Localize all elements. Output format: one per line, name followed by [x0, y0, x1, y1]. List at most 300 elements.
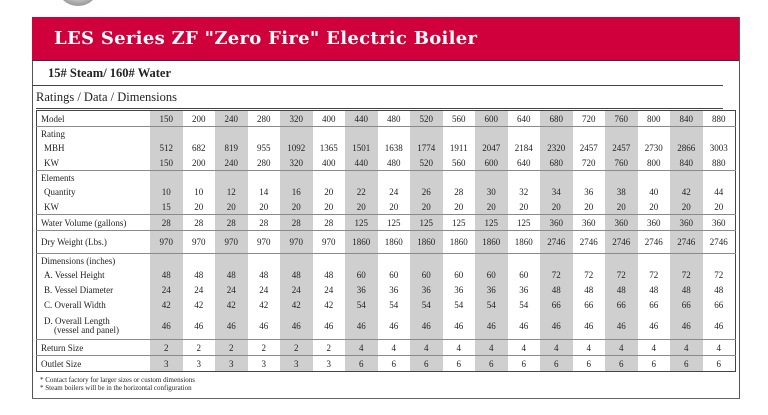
table-cell: 66 — [670, 297, 703, 312]
row-rating-mbh — [37, 140, 736, 155]
table-cell: 66 — [649, 299, 659, 310]
table-cell — [605, 127, 638, 141]
table-cell — [313, 254, 346, 268]
table-cell — [508, 127, 541, 141]
table-cell: 280 — [257, 157, 271, 168]
table-cell: 54 — [389, 299, 399, 310]
table-cell: 4 — [638, 340, 671, 356]
table-cell: 46 — [194, 320, 204, 331]
row-label: B. Vessel Diameter — [44, 284, 114, 295]
table-cell: 2047 — [475, 140, 508, 155]
row-rating-kw — [37, 155, 736, 171]
table-cell: 28 — [215, 215, 248, 231]
row-dry-weight — [37, 231, 736, 254]
title-banner — [32, 17, 739, 61]
table-cell: 48 — [324, 269, 334, 280]
table-cell — [670, 171, 703, 185]
table-cell: 20 — [475, 199, 508, 215]
table-cell: 6 — [475, 356, 508, 372]
table-cell: 32 — [519, 186, 529, 197]
table-cell — [248, 171, 281, 185]
table-cell: 46 — [345, 312, 378, 340]
row-label: Rating — [37, 127, 151, 141]
table-cell: 600 — [475, 111, 508, 127]
table-cell: 36 — [410, 282, 443, 297]
table-cell: 30 — [475, 184, 508, 199]
table-cell: 24 — [280, 282, 313, 297]
table-cell: 10 — [150, 184, 183, 199]
table-cell: 46 — [389, 320, 399, 331]
table-cell: 36 — [475, 282, 508, 297]
table-cell: 22 — [345, 184, 378, 199]
row-overall-length — [37, 312, 736, 340]
table-cell: 6 — [703, 356, 736, 372]
row-label — [37, 312, 151, 340]
table-cell: 760 — [605, 155, 638, 171]
table-cell: 42 — [150, 297, 183, 312]
table-cell: 20 — [259, 201, 269, 212]
table-cell: 440 — [345, 111, 378, 127]
table-cell — [378, 127, 411, 141]
footnote: * Contact factory for larger sizes or custom dimensions — [40, 376, 195, 384]
table-cell: 6 — [378, 356, 411, 372]
table-cell: 72 — [649, 269, 659, 280]
table-cell: 6 — [573, 356, 606, 372]
table-cell: 682 — [192, 142, 206, 153]
table-cell: 24 — [324, 284, 334, 295]
table-cell: 20 — [540, 199, 573, 215]
table-cell — [443, 254, 476, 268]
table-cell — [670, 127, 703, 141]
row-vessel-height — [37, 267, 736, 282]
table-cell — [280, 127, 313, 141]
table-cell: 512 — [150, 140, 183, 155]
table-cell: 3 — [183, 356, 216, 372]
table-cell: 20 — [410, 199, 443, 215]
row-label: Elements — [37, 171, 151, 185]
table-cell: 24 — [389, 186, 399, 197]
footnotes — [40, 376, 195, 392]
table-cell: 640 — [517, 113, 531, 124]
section-title: Ratings / Data / Dimensions — [36, 90, 177, 104]
table-cell: 46 — [280, 312, 313, 340]
table-cell: 66 — [540, 297, 573, 312]
table-cell: 48 — [150, 267, 183, 282]
table-cell: 360 — [670, 215, 703, 231]
table-cell — [540, 171, 573, 185]
table-cell — [475, 171, 508, 185]
table-cell: 2866 — [670, 140, 703, 155]
table-cell: 280 — [257, 113, 271, 124]
row-label: Water Volume (gallons) — [37, 215, 151, 231]
table-cell — [345, 254, 378, 268]
table-cell: 16 — [280, 184, 313, 199]
table-cell: 2746 — [638, 231, 671, 254]
table-cell: 880 — [712, 113, 726, 124]
table-cell: 60 — [345, 267, 378, 282]
table-cell: 46 — [259, 320, 269, 331]
table-cell: 66 — [605, 297, 638, 312]
table-cell: 72 — [584, 269, 594, 280]
table-cell: 48 — [670, 282, 703, 297]
table-cell — [215, 171, 248, 185]
row-outlet-size — [37, 356, 736, 372]
table-cell: 360 — [638, 215, 671, 231]
table-cell: 6 — [508, 356, 541, 372]
table-cell — [670, 254, 703, 268]
table-cell: 2457 — [605, 140, 638, 155]
table-cell: 3 — [150, 356, 183, 372]
table-cell: 200 — [192, 113, 206, 124]
table-cell: 150 — [150, 111, 183, 127]
table-cell: 4 — [703, 340, 736, 356]
table-cell: 970 — [280, 231, 313, 254]
table-cell: 2184 — [514, 142, 533, 153]
row-label: Dry Weight (Lbs.) — [37, 231, 151, 254]
row-elements-quantity — [37, 184, 736, 199]
table-cell — [605, 171, 638, 185]
row-label: Return Size — [37, 340, 151, 356]
table-cell: 34 — [540, 184, 573, 199]
table-cell — [638, 171, 671, 185]
bottom-rule — [32, 398, 739, 399]
table-cell: 46 — [410, 312, 443, 340]
table-cell: 48 — [540, 282, 573, 297]
table-cell: 60 — [475, 267, 508, 282]
table-cell: 1860 — [410, 231, 443, 254]
table-cell: 24 — [215, 282, 248, 297]
decorative-circle — [58, 0, 98, 6]
table-cell: 46 — [605, 312, 638, 340]
table-cell: 24 — [259, 284, 269, 295]
table-cell: 2746 — [703, 231, 736, 254]
table-cell: 42 — [215, 297, 248, 312]
table-cell: 42 — [670, 184, 703, 199]
table-cell: 4 — [508, 340, 541, 356]
table-cell: 54 — [454, 299, 464, 310]
table-cell: 54 — [475, 297, 508, 312]
table-cell: 600 — [475, 155, 508, 171]
table-cell: 240 — [215, 155, 248, 171]
table-cell: 6 — [670, 356, 703, 372]
table-cell: 20 — [454, 201, 464, 212]
table-cell — [150, 171, 183, 185]
table-cell: 38 — [605, 184, 638, 199]
table-cell: 819 — [215, 140, 248, 155]
table-cell: 360 — [703, 215, 736, 231]
table-cell: 520 — [410, 111, 443, 127]
table-cell: 24 — [194, 284, 204, 295]
table-cell — [410, 254, 443, 268]
specs-table — [36, 110, 736, 372]
table-cell: 28 — [454, 186, 464, 197]
table-cell: 2320 — [540, 140, 573, 155]
table-cell: 46 — [714, 320, 724, 331]
table-cell — [475, 127, 508, 141]
table-cell: 2746 — [573, 231, 606, 254]
table-cell: 48 — [194, 269, 204, 280]
table-cell: 4 — [443, 340, 476, 356]
table-cell: 40 — [649, 186, 659, 197]
table-cell — [410, 127, 443, 141]
table-cell: 640 — [517, 157, 531, 168]
table-cell — [183, 171, 216, 185]
table-cell: 2 — [313, 340, 346, 356]
footnote: * Steam boilers will be in the horizontal configuration — [40, 384, 192, 392]
table-cell: 4 — [573, 340, 606, 356]
table-cell: 760 — [605, 111, 638, 127]
table-cell — [345, 171, 378, 185]
table-cell: 20 — [194, 201, 204, 212]
table-cell: 42 — [194, 299, 204, 310]
table-cell: 20 — [649, 201, 659, 212]
table-cell: 4 — [605, 340, 638, 356]
table-cell: 46 — [649, 320, 659, 331]
table-cell: 72 — [714, 269, 724, 280]
table-cell — [638, 254, 671, 268]
table-cell — [573, 254, 606, 268]
table-cell: 1860 — [475, 231, 508, 254]
table-cell — [703, 254, 736, 268]
row-label: Quantity — [44, 186, 76, 197]
table-cell: 48 — [605, 282, 638, 297]
table-cell: 4 — [378, 340, 411, 356]
table-cell: 4 — [475, 340, 508, 356]
row-label: MBH — [44, 142, 65, 153]
table-cell: 680 — [540, 155, 573, 171]
table-cell: 54 — [345, 297, 378, 312]
table-cell: 46 — [150, 312, 183, 340]
table-cell: 28 — [280, 215, 313, 231]
table-cell: 36 — [519, 284, 529, 295]
table-cell: 72 — [670, 267, 703, 282]
table-cell: 46 — [670, 312, 703, 340]
row-water-volume — [37, 215, 736, 231]
divider — [32, 85, 723, 86]
table-cell: 48 — [215, 267, 248, 282]
table-cell — [378, 171, 411, 185]
table-cell: 400 — [322, 157, 336, 168]
table-cell: 480 — [387, 157, 401, 168]
table-cell: 1860 — [508, 231, 541, 254]
table-cell — [150, 254, 183, 268]
divider — [36, 108, 723, 109]
table-cell: 20 — [584, 201, 594, 212]
table-cell: 2746 — [540, 231, 573, 254]
table-cell: 125 — [345, 215, 378, 231]
table-cell: 955 — [257, 142, 271, 153]
table-cell: 1365 — [319, 142, 338, 153]
table-cell: 1911 — [449, 142, 468, 153]
table-cell: 48 — [584, 284, 594, 295]
table-cell: 680 — [540, 111, 573, 127]
table-cell: 840 — [670, 111, 703, 127]
table-cell: 15 — [150, 199, 183, 215]
table-cell: 72 — [605, 267, 638, 282]
table-cell: 46 — [540, 312, 573, 340]
table-cell: 360 — [540, 215, 573, 231]
table-cell — [345, 127, 378, 141]
table-cell: 24 — [150, 282, 183, 297]
row-elements-header — [37, 171, 736, 185]
table-cell: 72 — [540, 267, 573, 282]
table-cell — [605, 254, 638, 268]
table-cell — [280, 171, 313, 185]
table-cell: 1860 — [378, 231, 411, 254]
table-cell: 560 — [452, 157, 466, 168]
table-cell: 520 — [410, 155, 443, 171]
table-cell: 46 — [215, 312, 248, 340]
table-cell — [508, 171, 541, 185]
table-cell: 48 — [280, 267, 313, 282]
row-label: Outlet Size — [37, 356, 151, 372]
table-cell — [215, 127, 248, 141]
table-cell: 60 — [389, 269, 399, 280]
table-cell — [638, 127, 671, 141]
table-cell — [540, 127, 573, 141]
table-cell: 4 — [345, 340, 378, 356]
table-cell: 60 — [410, 267, 443, 282]
table-cell: 2 — [280, 340, 313, 356]
table-cell — [443, 127, 476, 141]
row-model — [37, 111, 736, 127]
table-cell: 2 — [150, 340, 183, 356]
table-cell: 800 — [647, 157, 661, 168]
table-cell: 720 — [582, 157, 596, 168]
table-cell: 46 — [324, 320, 334, 331]
table-cell: 6 — [540, 356, 573, 372]
table-cell: 3 — [248, 356, 281, 372]
table-cell: 3 — [215, 356, 248, 372]
table-cell: 20 — [605, 199, 638, 215]
table-cell: 3 — [280, 356, 313, 372]
overall-length-label: D. Overall Length — [44, 315, 110, 326]
table-cell — [313, 171, 346, 185]
table-cell: 6 — [410, 356, 443, 372]
table-cell — [378, 254, 411, 268]
table-cell: 1774 — [410, 140, 443, 155]
table-cell: 6 — [638, 356, 671, 372]
table-cell: 26 — [410, 184, 443, 199]
table-cell — [150, 127, 183, 141]
table-cell: 2 — [248, 340, 281, 356]
table-cell — [248, 254, 281, 268]
table-cell: 480 — [387, 113, 401, 124]
row-label: KW — [44, 157, 59, 168]
table-cell: 2457 — [579, 142, 598, 153]
row-return-size — [37, 340, 736, 356]
table-cell: 360 — [605, 215, 638, 231]
table-cell — [410, 171, 443, 185]
table-cell: 970 — [150, 231, 183, 254]
table-cell: 46 — [519, 320, 529, 331]
table-cell: 20 — [280, 199, 313, 215]
table-cell: 28 — [313, 215, 346, 231]
table-cell: 2 — [215, 340, 248, 356]
table-cell: 4 — [540, 340, 573, 356]
table-cell: 125 — [410, 215, 443, 231]
table-cell — [183, 254, 216, 268]
table-cell: 42 — [324, 299, 334, 310]
row-rating-header — [37, 127, 736, 141]
table-cell: 125 — [508, 215, 541, 231]
table-cell: 60 — [454, 269, 464, 280]
table-cell — [313, 127, 346, 141]
table-cell: 66 — [714, 299, 724, 310]
table-cell: 20 — [324, 186, 334, 197]
table-cell: 48 — [259, 269, 269, 280]
table-cell: 3 — [313, 356, 346, 372]
table-cell: 14 — [259, 186, 269, 197]
table-cell: 10 — [194, 186, 204, 197]
table-cell: 2746 — [605, 231, 638, 254]
table-cell — [703, 171, 736, 185]
table-cell: 2746 — [670, 231, 703, 254]
pressure-subtitle: 15# Steam/ 160# Water — [48, 66, 172, 80]
table-cell: 840 — [670, 155, 703, 171]
table-cell: 20 — [389, 201, 399, 212]
table-cell — [508, 254, 541, 268]
row-overall-width — [37, 297, 736, 312]
table-cell: 1638 — [384, 142, 403, 153]
table-cell: 2730 — [644, 142, 663, 153]
row-label: C. Overall Width — [44, 299, 106, 310]
row-label: Model — [41, 113, 65, 124]
table-cell: 28 — [150, 215, 183, 231]
row-dimensions-header — [37, 254, 736, 268]
table-cell — [573, 171, 606, 185]
table-cell: 320 — [280, 155, 313, 171]
table-cell — [280, 254, 313, 268]
table-cell: 800 — [647, 113, 661, 124]
table-cell: 200 — [192, 157, 206, 168]
table-cell: 3003 — [709, 142, 728, 153]
table-cell: 36 — [454, 284, 464, 295]
table-cell: 36 — [584, 186, 594, 197]
row-vessel-diameter — [37, 282, 736, 297]
table-cell: 4 — [410, 340, 443, 356]
table-cell — [215, 254, 248, 268]
table-cell: 240 — [215, 111, 248, 127]
table-cell: 125 — [378, 215, 411, 231]
table-cell: 125 — [475, 215, 508, 231]
table-cell — [540, 254, 573, 268]
table-cell: 36 — [389, 284, 399, 295]
table-cell: 6 — [443, 356, 476, 372]
table-cell: 20 — [714, 201, 724, 212]
table-cell — [443, 171, 476, 185]
table-cell: 720 — [582, 113, 596, 124]
table-cell: 320 — [280, 111, 313, 127]
table-cell — [475, 254, 508, 268]
table-cell: 970 — [248, 231, 281, 254]
table-cell: 560 — [452, 113, 466, 124]
table-cell: 46 — [584, 320, 594, 331]
table-cell — [183, 127, 216, 141]
table-cell: 20 — [324, 201, 334, 212]
page-title: LES Series ZF "Zero Fire" Electric Boiler — [54, 28, 478, 49]
row-label: A. Vessel Height — [44, 269, 105, 280]
table-cell — [248, 127, 281, 141]
row-elements-kw — [37, 199, 736, 215]
table-cell: 20 — [215, 199, 248, 215]
table-cell: 20 — [670, 199, 703, 215]
table-cell: 46 — [454, 320, 464, 331]
row-label: Dimensions (inches) — [37, 254, 151, 268]
table-cell: 48 — [714, 284, 724, 295]
table-cell: 400 — [322, 113, 336, 124]
table-cell: 125 — [443, 215, 476, 231]
